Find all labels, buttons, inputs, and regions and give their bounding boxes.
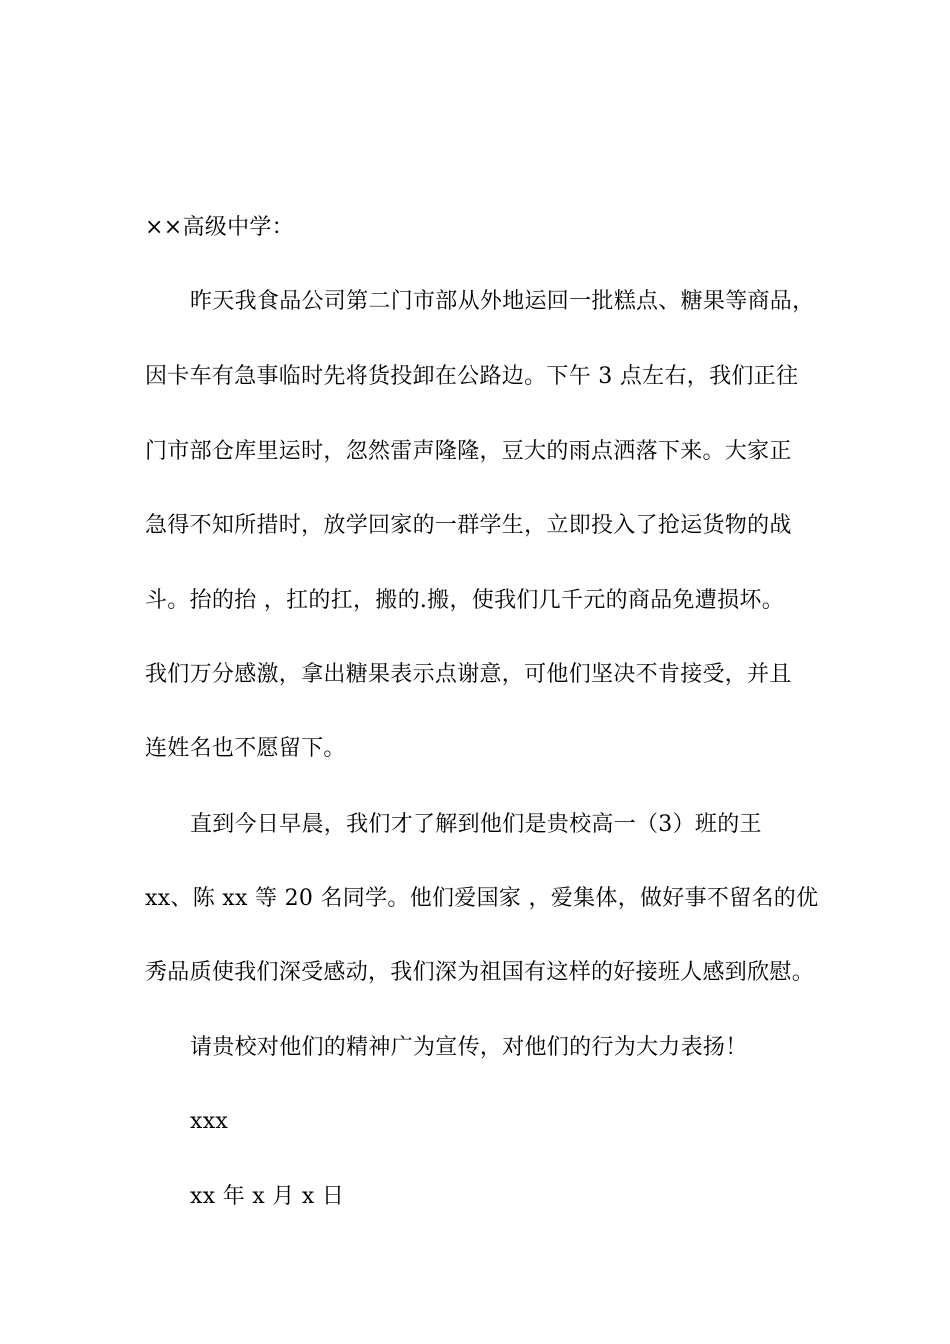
body-line-2: 因卡车有急事临时先将货投卸在公路边。下午 3 点左右，我们正往 — [145, 364, 799, 389]
body-line-1: 昨天我食品公司第二门市部从外地运回一批糕点、糖果等商品， — [190, 289, 815, 314]
body-line-9: xx、陈 xx 等 20 名同学。他们爱国家 ，爱集体，做好事不留名的优 — [145, 886, 819, 911]
letter-date: xx 年 x 月 x 日 — [190, 1184, 345, 1209]
body-line-6: 我们万分感激，拿出糖果表示点谢意，可他们坚决不肯接受，并且 — [145, 662, 792, 687]
body-line-7: 连姓名也不愿留下。 — [145, 736, 346, 761]
signature: xxx — [190, 1109, 229, 1134]
closing-line: 请贵校对他们的精神广为宣传，对他们的行为大力表扬！ — [190, 1035, 748, 1060]
body-line-3: 门市部仓库里运时，忽然雷声隆隆，豆大的雨点洒落下来。大家正 — [145, 439, 792, 464]
body-line-5: 斗。抬的抬 ，扛的扛，搬的.搬，使我们几千元的商品免遭损坏。 — [145, 588, 784, 613]
salutation: ××高级中学： — [145, 215, 294, 240]
body-line-8: 直到今日早晨，我们才了解到他们是贵校高一（3）班的王 — [190, 812, 762, 837]
body-line-10: 秀品质使我们深受感动，我们深为祖国有这样的好接班人感到欣慰。 — [145, 960, 815, 985]
body-line-4: 急得不知所措时，放学回家的一群学生，立即投入了抢运货物的战 — [145, 513, 792, 538]
